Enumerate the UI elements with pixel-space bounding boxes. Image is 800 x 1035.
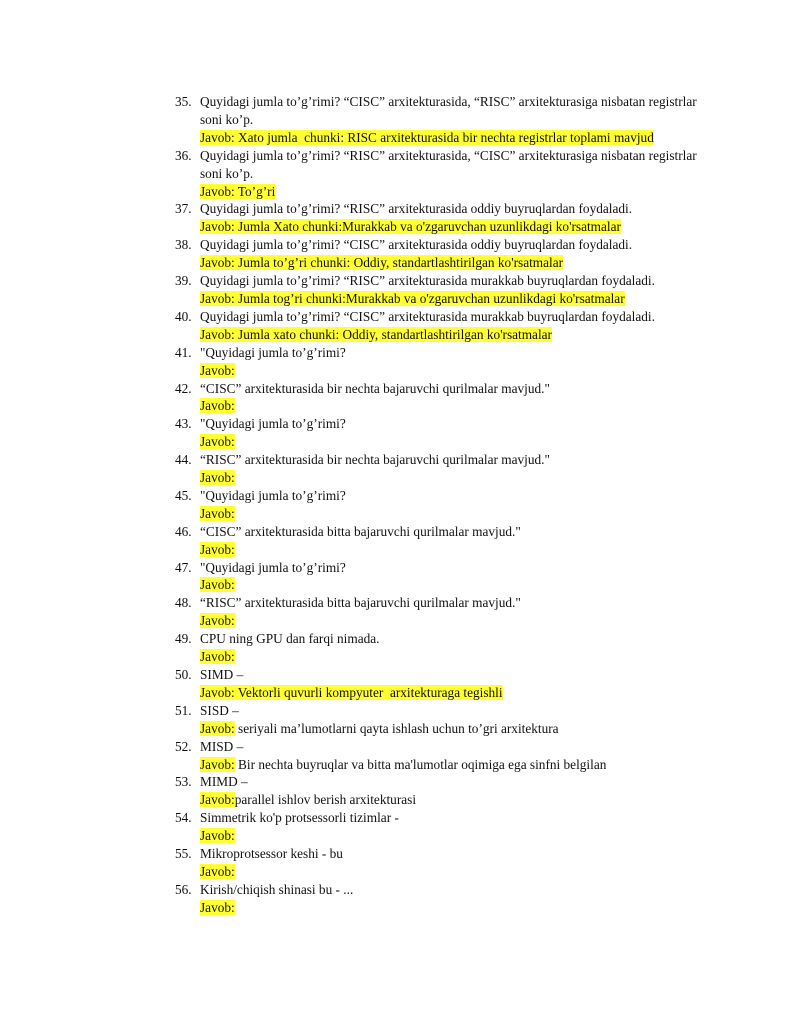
answer-line bbox=[200, 863, 705, 881]
question-text: MIMD – bbox=[200, 774, 248, 790]
question-number: 40. bbox=[175, 308, 192, 324]
question-number: 39. bbox=[175, 273, 192, 289]
question-item bbox=[0, 809, 800, 845]
answer-label: Javob: bbox=[200, 219, 235, 235]
answer-label: Javob: bbox=[200, 255, 235, 271]
question-number: 42. bbox=[175, 380, 192, 396]
question-list bbox=[0, 93, 800, 917]
answer-line bbox=[200, 218, 705, 236]
question-item bbox=[0, 630, 800, 666]
question-number: 37. bbox=[175, 201, 192, 217]
question-item bbox=[0, 738, 800, 774]
answer-line bbox=[200, 756, 705, 774]
answer-label: Javob: bbox=[200, 505, 235, 521]
question-number: 35. bbox=[175, 94, 192, 109]
question-text: Quyidagi jumla to’g’rimi? “RISC” arxitekturasida murakkab buyruqlardan foydaladi. bbox=[200, 273, 655, 289]
question-body bbox=[200, 308, 705, 344]
question-body bbox=[200, 344, 705, 380]
question-item bbox=[0, 380, 800, 416]
answer-text: Xato jumla chunki: RISC arxitekturasida bir nechta registrlar toplami mavjud bbox=[234, 129, 654, 145]
answer-label: Javob: bbox=[200, 792, 235, 808]
question-body bbox=[200, 200, 705, 236]
question-text: SISD – bbox=[200, 702, 239, 718]
answer-line bbox=[200, 505, 705, 523]
answer-label: Javob: bbox=[200, 720, 235, 736]
answer-line bbox=[200, 541, 705, 559]
answer-line bbox=[200, 362, 705, 380]
answer-label: Javob: bbox=[200, 863, 235, 879]
question-number: 44. bbox=[175, 452, 192, 468]
question-body bbox=[200, 487, 705, 523]
question-body bbox=[200, 702, 705, 738]
question-text: Quyidagi jumla to’g’rimi? “CISC” arxitekturasida murakkab buyruqlardan foydaladi. bbox=[200, 308, 655, 324]
question-item bbox=[0, 272, 800, 308]
question-body bbox=[200, 881, 705, 917]
answer-line bbox=[200, 827, 705, 845]
question-body bbox=[200, 630, 705, 666]
answer-text: parallel ishlov berish arxitekturasi bbox=[234, 792, 417, 808]
question-number: 45. bbox=[175, 487, 192, 503]
answer-line bbox=[200, 254, 705, 272]
question-text: "Quyidagi jumla to’g’rimi? bbox=[200, 559, 346, 575]
answer-line bbox=[200, 129, 705, 147]
question-text: SIMD – bbox=[200, 667, 244, 682]
question-item bbox=[0, 523, 800, 559]
answer-text: Bir nechta buyruqlar va bitta ma'lumotlar oqimiga ega sinfni belgilan bbox=[234, 756, 607, 772]
answer-line bbox=[200, 791, 705, 809]
question-number: 38. bbox=[175, 237, 192, 253]
question-item bbox=[0, 93, 800, 147]
answer-line bbox=[200, 899, 705, 917]
question-number: 54. bbox=[175, 810, 192, 826]
question-item bbox=[0, 147, 800, 201]
answer-label: Javob: bbox=[200, 613, 235, 629]
answer-line bbox=[200, 469, 705, 487]
answer-text: seriyali ma’lumotlarni qayta ishlash uchun to’gri arxitektura bbox=[234, 720, 559, 736]
question-text: "Quyidagi jumla to’g’rimi? bbox=[200, 416, 346, 432]
question-text: “RISC” arxitekturasida bitta bajaruvchi qurilmalar mavjud." bbox=[200, 595, 521, 611]
answer-line bbox=[200, 326, 705, 344]
question-number: 52. bbox=[175, 738, 192, 754]
answer-label: Javob: bbox=[200, 649, 235, 665]
answer-text: Jumla tog’ri chunki:Murakkab va o'zgaruvchan uzunlikdagi ko'rsatmalar bbox=[234, 290, 625, 306]
answer-label: Javob: bbox=[200, 470, 235, 486]
question-number: 47. bbox=[175, 559, 192, 575]
answer-line bbox=[200, 684, 705, 702]
question-item bbox=[0, 594, 800, 630]
question-text: Kirish/chiqish shinasi bu - ... bbox=[200, 881, 354, 897]
question-item bbox=[0, 666, 800, 702]
question-body bbox=[200, 451, 705, 487]
answer-label: Javob: bbox=[200, 290, 235, 306]
question-body bbox=[200, 738, 705, 774]
question-body bbox=[200, 272, 705, 308]
question-body bbox=[200, 523, 705, 559]
answer-label: Javob: bbox=[200, 183, 235, 199]
question-item bbox=[0, 559, 800, 595]
question-item bbox=[0, 881, 800, 917]
question-body bbox=[200, 773, 705, 809]
question-text: Mikroprotsessor keshi - bu bbox=[200, 846, 343, 862]
question-item bbox=[0, 344, 800, 380]
question-number: 48. bbox=[175, 595, 192, 611]
answer-label: Javob: bbox=[200, 828, 235, 844]
answer-line bbox=[200, 290, 705, 308]
question-text: CPU ning GPU dan farqi nimada. bbox=[200, 631, 380, 647]
question-text: Quyidagi jumla to’g’rimi? “CISC” arxitekturasida, “RISC” arxitekturasiga nisbatan registrlar soni ko’p. bbox=[200, 94, 697, 127]
question-item bbox=[0, 773, 800, 809]
answer-text: Vektorli quvurli kompyuter arxitekturaga tegishli bbox=[234, 684, 503, 700]
answer-label: Javob: bbox=[200, 577, 235, 593]
answer-label: Javob: bbox=[200, 684, 235, 700]
question-text: Quyidagi jumla to’g’rimi? “RISC” arxitekturasida, “CISC” arxitekturasiga nisbatan registrlar soni ko’p. bbox=[200, 147, 697, 181]
question-number: 49. bbox=[175, 631, 192, 647]
question-text: "Quyidagi jumla to’g’rimi? bbox=[200, 487, 346, 503]
question-text: “CISC” arxitekturasida bitta bajaruvchi qurilmalar mavjud." bbox=[200, 523, 521, 539]
question-text: Quyidagi jumla to’g’rimi? “CISC” arxitekturasida oddiy buyruqlardan foydaladi. bbox=[200, 237, 633, 253]
answer-label: Javob: bbox=[200, 899, 235, 915]
question-number: 43. bbox=[175, 416, 192, 432]
answer-text: Jumla Xato chunki:Murakkab va o'zgaruvchan uzunlikdagi ko'rsatmalar bbox=[234, 219, 621, 235]
answer-line bbox=[200, 612, 705, 630]
question-body bbox=[200, 594, 705, 630]
answer-label: Javob: bbox=[200, 326, 235, 342]
answer-line bbox=[200, 183, 705, 201]
question-item bbox=[0, 236, 800, 272]
question-body bbox=[200, 93, 705, 147]
answer-line bbox=[200, 576, 705, 594]
answer-label: Javob: bbox=[200, 541, 235, 557]
question-number: 53. bbox=[175, 774, 192, 790]
question-body bbox=[200, 666, 705, 702]
question-item bbox=[0, 200, 800, 236]
question-item bbox=[0, 415, 800, 451]
question-body bbox=[200, 380, 705, 416]
question-item bbox=[0, 308, 800, 344]
question-text: “CISC” arxitekturasida bir nechta bajaruvchi qurilmalar mavjud." bbox=[200, 380, 550, 396]
question-item bbox=[0, 487, 800, 523]
question-text: Quyidagi jumla to’g’rimi? “RISC” arxitekturasida oddiy buyruqlardan foydaladi. bbox=[200, 201, 633, 217]
question-body bbox=[200, 559, 705, 595]
answer-label: Javob: bbox=[200, 129, 235, 145]
question-body bbox=[200, 147, 705, 201]
question-item bbox=[0, 451, 800, 487]
answer-label: Javob: bbox=[200, 756, 235, 772]
answer-text: Jumla to’g’ri chunki: Oddiy, standartlashtirilgan ko'rsatmalar bbox=[234, 255, 564, 271]
answer-line bbox=[200, 433, 705, 451]
question-number: 56. bbox=[175, 881, 192, 897]
question-number: 41. bbox=[175, 344, 192, 360]
question-number: 36. bbox=[175, 147, 192, 163]
question-text: Simmetrik ko'p protsessorli tizimlar - bbox=[200, 810, 399, 826]
answer-text: Jumla xato chunki: Oddiy, standartlashtirilgan ko'rsatmalar bbox=[234, 326, 552, 342]
answer-label: Javob: bbox=[200, 398, 235, 414]
question-body bbox=[200, 809, 705, 845]
question-number: 51. bbox=[175, 702, 192, 718]
question-number: 55. bbox=[175, 846, 192, 862]
question-body bbox=[200, 236, 705, 272]
answer-line bbox=[200, 397, 705, 415]
question-text: MISD – bbox=[200, 738, 244, 754]
answer-label: Javob: bbox=[200, 362, 235, 378]
question-body bbox=[200, 415, 705, 451]
answer-line bbox=[200, 720, 705, 738]
answer-line bbox=[200, 648, 705, 666]
answer-text: To’g’ri bbox=[234, 183, 276, 199]
question-text: “RISC” arxitekturasida bir nechta bajaruvchi qurilmalar mavjud." bbox=[200, 452, 550, 468]
question-number: 50. bbox=[175, 667, 192, 682]
question-body bbox=[200, 845, 705, 881]
question-item bbox=[0, 845, 800, 881]
question-number: 46. bbox=[175, 523, 192, 539]
question-text: "Quyidagi jumla to’g’rimi? bbox=[200, 344, 346, 360]
question-item bbox=[0, 702, 800, 738]
answer-label: Javob: bbox=[200, 434, 235, 450]
